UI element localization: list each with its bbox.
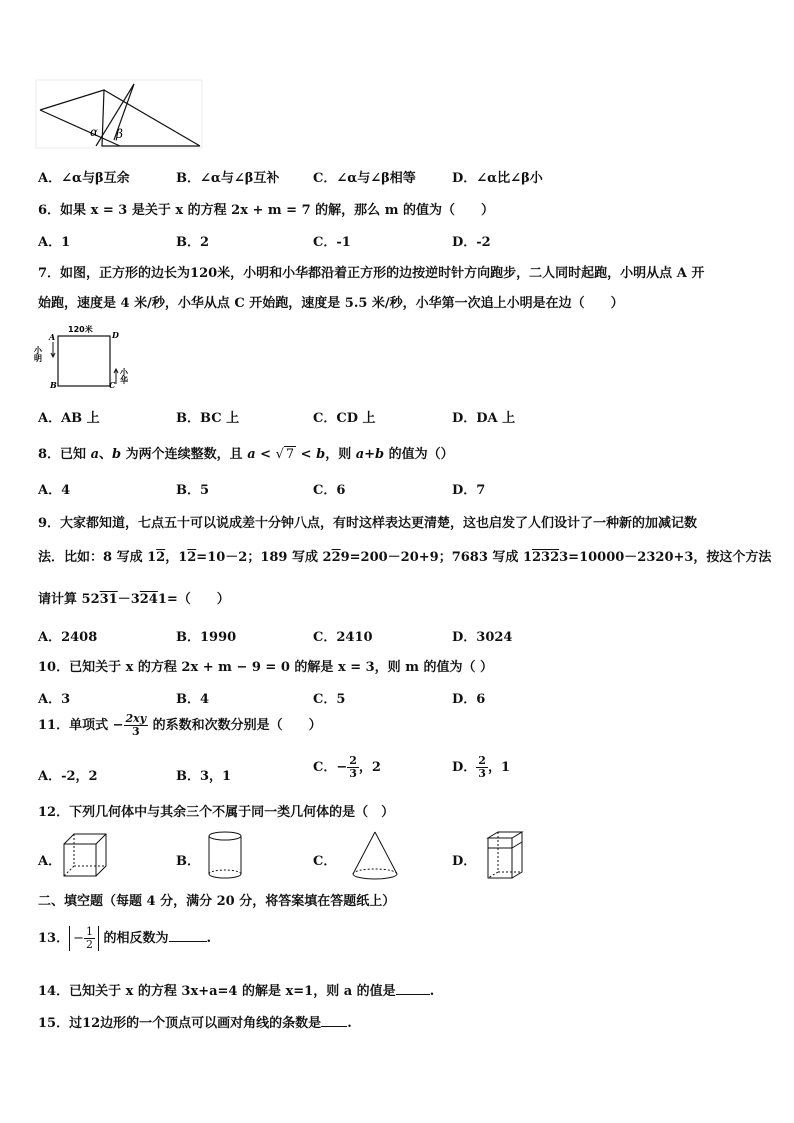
q11-option-d: D． $\frac{2}{3}$ ，1 — [452, 754, 510, 780]
q11-stem: 11．单项式 − $\frac{2xy}{3}$ 的系数和次数分别是（ ） — [38, 712, 322, 738]
q12-option-a: A． — [38, 854, 62, 869]
alpha-label: α — [90, 125, 99, 139]
q6-option-b: B．2 — [176, 235, 210, 250]
q5-option-b: B．∠α与∠β互补 — [176, 171, 280, 186]
sqrt-symbol: √ — [275, 447, 284, 462]
q7-option-c: C．CD 上 — [313, 411, 376, 426]
fig-label-c: C — [109, 380, 116, 390]
q9-stem-line2: 法．比如：8 写成 12，12=10－2；189 写成 229=200－20+9；7683 写成 12323=10000－2320+3，按这个方法 — [38, 550, 772, 565]
q7-option-b: B．BC 上 — [176, 411, 240, 426]
q7-stem-line1: 7．如图，正方形的边长为120米，小明和小华都沿着正方形的边按逆时针方向跑步，二人同时起跑，小明从点 A 开 — [38, 266, 705, 281]
fig-len-label: 120米 — [68, 325, 93, 334]
q12-option-b: B． — [176, 854, 200, 869]
q6-option-a: A．1 — [38, 235, 71, 250]
q11-fraction: $\frac{2xy}{3}$ — [125, 712, 147, 738]
q6-option-c: C．-1 — [313, 235, 351, 250]
q6-option-d: D．-2 — [452, 235, 491, 250]
q8-option-a: A．4 — [38, 483, 71, 498]
q12-option-d: D． — [452, 854, 477, 869]
cube-icon — [62, 832, 108, 878]
q6-stem: 6．如果 x = 3 是关于 x 的方程 2x + m = 7 的解，那么 m 的值为（ ） — [38, 203, 494, 218]
q12-option-c: C． — [313, 854, 337, 869]
q9-stem-line1: 9．大家都知道，七点五十可以说成差十分钟八点，有时这样表达更清楚，这也启发了人们设计了一种新的加减记数 — [38, 516, 698, 531]
q10-option-a: A．3 — [38, 692, 71, 707]
q8-option-b: B．5 — [176, 483, 210, 498]
q12-stem: 12．下列几何体中与其余三个不属于同一类几何体的是（ ） — [38, 805, 395, 820]
fig-label-b: B — [50, 380, 57, 390]
q9-option-b: B．1990 — [176, 630, 237, 645]
fig-label-a: A — [49, 332, 56, 342]
q8-option-c: C．6 — [313, 483, 346, 498]
q14-stem: 14．已知关于 x 的方程 3x+a=4 的解是 x=1，则 a 的值是 . — [38, 980, 434, 999]
q13-stem: 13． − $\frac{1}{2}$ 的相反数为 . — [38, 925, 212, 951]
cone-icon — [350, 830, 400, 882]
q9-option-a: A．2408 — [38, 630, 98, 645]
q5-option-d: D．∠α比∠β小 — [452, 171, 543, 186]
q13-answer-blank[interactable] — [169, 928, 207, 942]
q9-stem-line3: 请计算 5231－3241=（ ） — [38, 592, 230, 607]
fig-xiaohua: 小华 — [119, 368, 129, 384]
triangle-figure — [36, 80, 206, 150]
q11-option-c: C．− $\frac{2}{3}$ ，2 — [313, 754, 381, 780]
beta-label: β — [116, 127, 123, 141]
q9-option-c: C．2410 — [313, 630, 373, 645]
q15-answer-blank[interactable] — [321, 1013, 347, 1027]
square-figure — [33, 322, 136, 394]
radicand: 7 — [285, 447, 295, 462]
q10-option-b: B．4 — [176, 692, 210, 707]
q10-option-d: D．6 — [452, 692, 486, 707]
q5-option-a: A．∠α与β互余 — [38, 171, 130, 186]
abs-value-expr: − $\frac{1}{2}$ — [69, 926, 99, 951]
q7-option-a: A．AB 上 — [38, 411, 100, 426]
q10-option-c: C．5 — [313, 692, 346, 707]
q11-option-a: A．-2，2 — [38, 769, 98, 784]
fig-label-d: D — [112, 330, 119, 340]
q8-option-d: D．7 — [452, 483, 486, 498]
section-2-heading: 二、填空题（每题 4 分，满分 20 分，将答案填在答题纸上） — [38, 894, 396, 909]
q5-option-c: C．∠α与∠β相等 — [313, 171, 416, 186]
prism-icon — [484, 830, 526, 882]
q15-stem: 15．过12边形的一个顶点可以画对角线的条数是 . — [38, 1012, 352, 1031]
q7-stem-line2: 始跑，速度是 4 米/秒，小华从点 C 开始跑，速度是 5.5 米/秒，小华第一次追上小明是在边（ ） — [38, 296, 624, 311]
fig-xiaoming: 小明 — [33, 346, 43, 362]
q9-option-d: D．3024 — [452, 630, 513, 645]
q7-option-d: D．DA 上 — [452, 411, 516, 426]
q10-stem: 10．已知关于 x 的方程 2x + m − 9 = 0 的解是 x = 3，则 m 的值为（ ） — [38, 660, 494, 675]
cylinder-icon — [206, 830, 244, 880]
q8-stem: 8．已知 a、b 为两个连续整数，且 a < √ 7 < b，则 a+b 的值为（） — [38, 447, 454, 462]
q14-answer-blank[interactable] — [396, 981, 430, 995]
q11-option-b: B．3，1 — [176, 769, 232, 784]
